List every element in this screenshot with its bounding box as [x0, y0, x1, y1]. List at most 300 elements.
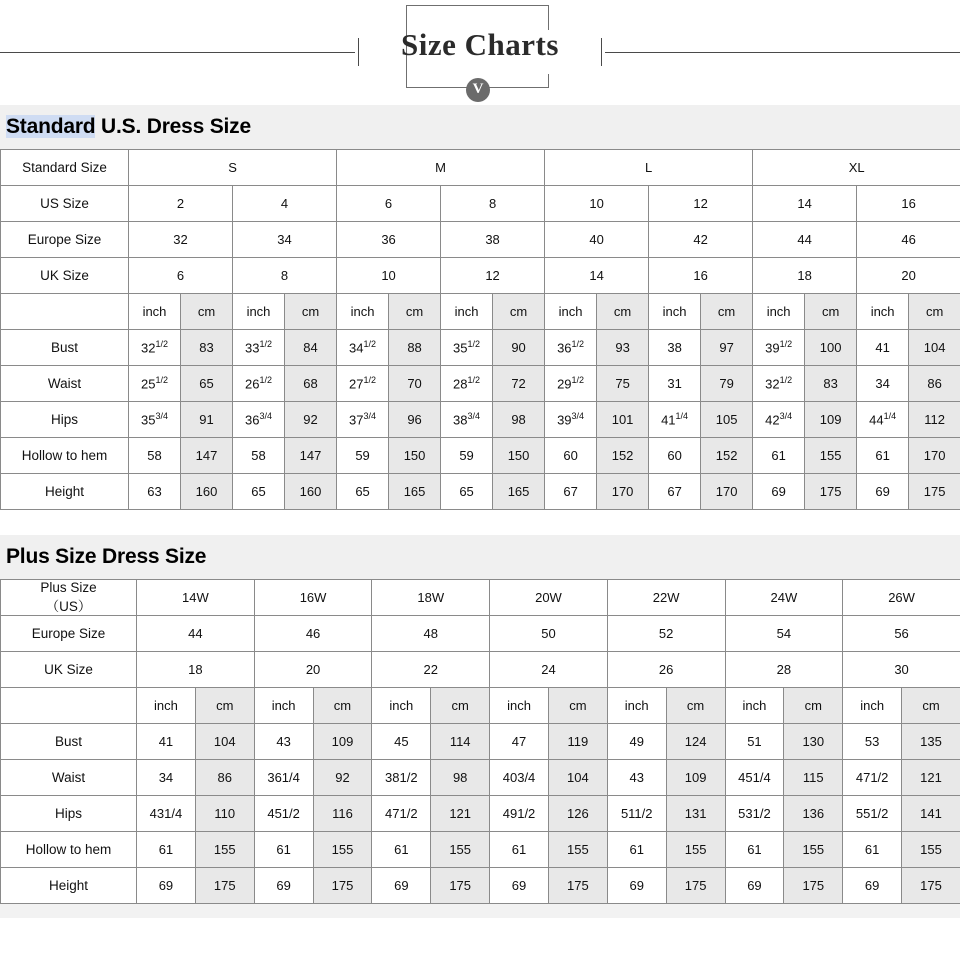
row-label-hips: Hips — [1, 402, 129, 438]
row-label-hollow-to-hem: Hollow to hem — [1, 832, 137, 868]
measurement-inch: 69 — [725, 868, 784, 904]
row-label-plus-size-line2: （US） — [45, 599, 92, 614]
unit-cm: cm — [195, 688, 254, 724]
measurement-inch: 451/2 — [254, 796, 313, 832]
table-cell: 14W — [137, 580, 255, 616]
table-cell: 16 — [857, 186, 960, 222]
unit-inch: inch — [337, 294, 389, 330]
measurement-inch: 511/2 — [607, 796, 666, 832]
table-cell: 54 — [725, 616, 843, 652]
measurement-cm: 93 — [597, 330, 649, 366]
measurement-cm: 155 — [195, 832, 254, 868]
page-title: Size Charts — [401, 27, 559, 62]
unit-inch: inch — [857, 294, 909, 330]
unit-cm: cm — [909, 294, 960, 330]
measurement-inch: $33^{1/2}$ — [233, 330, 285, 366]
table-cell: 24W — [725, 580, 843, 616]
table-cell: 18 — [137, 652, 255, 688]
measurement-cm: 110 — [195, 796, 254, 832]
unit-cm: cm — [389, 294, 441, 330]
fraction: 1/4 — [675, 410, 689, 421]
measurement-cm: 155 — [666, 832, 725, 868]
fraction: 1/2 — [155, 374, 168, 385]
measurement-inch: 38 — [649, 330, 701, 366]
row-label-bust: Bust — [1, 330, 129, 366]
measurement-cm: 97 — [701, 330, 753, 366]
unit-cm: cm — [431, 688, 490, 724]
measurement-cm: 105 — [701, 402, 753, 438]
row-label-height: Height — [1, 474, 129, 510]
unit-cm: cm — [902, 688, 960, 724]
row-label-hips: Hips — [1, 796, 137, 832]
measurement-inch: $35^{3/4}$ — [129, 402, 181, 438]
table-cell: 20W — [490, 580, 608, 616]
measurement-cm: 130 — [784, 724, 843, 760]
measurement-inch: 58 — [129, 438, 181, 474]
table-row-uk-size — [1, 652, 960, 688]
measurement-cm: 175 — [805, 474, 857, 510]
table-row-bust — [1, 724, 960, 760]
measurement-cm: 126 — [548, 796, 607, 832]
measurement-cm: 109 — [313, 724, 372, 760]
unit-inch: inch — [725, 688, 784, 724]
measurement-inch: 69 — [137, 868, 196, 904]
measurement-inch: $38^{3/4}$ — [441, 402, 493, 438]
chevron-down-badge-icon: V — [466, 78, 490, 102]
measurement-cm: 84 — [285, 330, 337, 366]
table-cell: 56 — [843, 616, 960, 652]
measurement-inch: 47 — [490, 724, 549, 760]
measurement-inch: 61 — [843, 832, 902, 868]
unit-inch: inch — [843, 688, 902, 724]
measurement-inch: $36^{3/4}$ — [233, 402, 285, 438]
unit-cm: cm — [493, 294, 545, 330]
unit-inch: inch — [233, 294, 285, 330]
fraction: 1/2 — [571, 338, 585, 349]
table-cell: 44 — [137, 616, 255, 652]
measurement-inch: 471/2 — [372, 796, 431, 832]
measurement-inch: 61 — [372, 832, 431, 868]
measurement-inch: 61 — [725, 832, 784, 868]
table-cell: 46 — [857, 222, 960, 258]
unit-cm: cm — [548, 688, 607, 724]
fraction: 3/4 — [155, 410, 168, 421]
page-header — [0, 0, 960, 105]
measurement-cm: 72 — [493, 366, 545, 402]
size-group-xl: XL — [753, 150, 960, 186]
measurement-cm: 147 — [181, 438, 233, 474]
measurement-inch: $25^{1/2}$ — [129, 366, 181, 402]
table-cell: 42 — [649, 222, 753, 258]
measurement-cm: 65 — [181, 366, 233, 402]
measurement-inch: 41 — [137, 724, 196, 760]
measurement-inch: 58 — [233, 438, 285, 474]
table-cell: 20 — [254, 652, 372, 688]
measurement-cm: 109 — [805, 402, 857, 438]
fraction: 1/4 — [883, 410, 897, 421]
measurement-inch: 61 — [607, 832, 666, 868]
measurement-cm: 150 — [389, 438, 441, 474]
measurement-cm: 101 — [597, 402, 649, 438]
measurement-inch: 43 — [607, 760, 666, 796]
measurement-inch: 61 — [254, 832, 313, 868]
measurement-cm: 175 — [902, 868, 960, 904]
unit-cm: cm — [285, 294, 337, 330]
measurement-inch: $44^{1/4}$ — [857, 402, 909, 438]
fraction: 3/4 — [259, 410, 272, 421]
table-row-bust — [1, 330, 960, 366]
unit-inch: inch — [441, 294, 493, 330]
measurement-inch: 381/2 — [372, 760, 431, 796]
table-cell: 14 — [545, 258, 649, 294]
measurement-cm: 150 — [493, 438, 545, 474]
table-cell: 6 — [337, 186, 441, 222]
fraction: 3/4 — [779, 410, 793, 421]
measurement-cm: 88 — [389, 330, 441, 366]
measurement-cm: 155 — [805, 438, 857, 474]
table-cell: 20 — [857, 258, 960, 294]
table-cell: 24 — [490, 652, 608, 688]
row-label-units-blank — [1, 688, 137, 724]
row-label-plus-size — [1, 580, 137, 616]
fraction: 1/2 — [155, 338, 168, 349]
plus-size-table — [0, 579, 960, 904]
measurement-inch: 69 — [857, 474, 909, 510]
table-cell: 44 — [753, 222, 857, 258]
measurement-cm: 121 — [431, 796, 490, 832]
measurement-cm: 114 — [431, 724, 490, 760]
measurement-inch: 361/4 — [254, 760, 313, 796]
table-cell: 16W — [254, 580, 372, 616]
measurement-inch: 60 — [545, 438, 597, 474]
fraction: 1/2 — [363, 374, 377, 385]
measurement-inch: 43 — [254, 724, 313, 760]
measurement-inch: 65 — [337, 474, 389, 510]
measurement-cm: 152 — [701, 438, 753, 474]
measurement-inch: $36^{1/2}$ — [545, 330, 597, 366]
measurement-inch: 31 — [649, 366, 701, 402]
fraction: 1/2 — [779, 374, 793, 385]
measurement-inch: $39^{1/2}$ — [753, 330, 805, 366]
measurement-cm: 165 — [493, 474, 545, 510]
measurement-cm: 75 — [597, 366, 649, 402]
measurement-inch: $28^{1/2}$ — [441, 366, 493, 402]
table-cell: 16 — [649, 258, 753, 294]
table-cell: 22W — [607, 580, 725, 616]
table-cell: 26 — [607, 652, 725, 688]
fraction: 3/4 — [571, 410, 585, 421]
unit-inch: inch — [490, 688, 549, 724]
measurement-cm: 155 — [313, 832, 372, 868]
table-cell: 10 — [337, 258, 441, 294]
measurement-inch: 67 — [649, 474, 701, 510]
measurement-inch: 69 — [753, 474, 805, 510]
standard-section-header — [0, 105, 960, 149]
measurement-cm: 124 — [666, 724, 725, 760]
unit-cm: cm — [784, 688, 843, 724]
measurement-cm: 175 — [909, 474, 960, 510]
measurement-cm: 121 — [902, 760, 960, 796]
table-cell: 50 — [490, 616, 608, 652]
unit-cm: cm — [805, 294, 857, 330]
fraction: 1/2 — [259, 374, 272, 385]
measurement-inch: 69 — [843, 868, 902, 904]
table-cell: 2 — [129, 186, 233, 222]
row-label-uk-size: UK Size — [1, 652, 137, 688]
row-label-units-blank — [1, 294, 129, 330]
measurement-inch: $29^{1/2}$ — [545, 366, 597, 402]
measurement-inch: $34^{1/2}$ — [337, 330, 389, 366]
measurement-cm: 98 — [493, 402, 545, 438]
measurement-cm: 104 — [195, 724, 254, 760]
row-label-waist: Waist — [1, 366, 129, 402]
measurement-inch: 59 — [441, 438, 493, 474]
measurement-inch: 531/2 — [725, 796, 784, 832]
unit-cm: cm — [313, 688, 372, 724]
measurement-cm: 175 — [666, 868, 725, 904]
measurement-cm: 86 — [195, 760, 254, 796]
row-label-uk-size: UK Size — [1, 258, 129, 294]
measurement-inch: 65 — [441, 474, 493, 510]
unit-inch: inch — [607, 688, 666, 724]
measurement-inch: 34 — [137, 760, 196, 796]
measurement-cm: 175 — [313, 868, 372, 904]
unit-inch: inch — [649, 294, 701, 330]
plus-section-header — [0, 535, 960, 579]
table-row-height — [1, 868, 960, 904]
measurement-inch: 403/4 — [490, 760, 549, 796]
measurement-cm: 86 — [909, 366, 960, 402]
measurement-inch: 51 — [725, 724, 784, 760]
unit-inch: inch — [137, 688, 196, 724]
measurement-inch: 49 — [607, 724, 666, 760]
measurement-inch: $26^{1/2}$ — [233, 366, 285, 402]
measurement-inch: 41 — [857, 330, 909, 366]
table-cell: 40 — [545, 222, 649, 258]
table-row-waist — [1, 760, 960, 796]
measurement-cm: 112 — [909, 402, 960, 438]
measurement-inch: 65 — [233, 474, 285, 510]
measurement-cm: 160 — [181, 474, 233, 510]
measurement-inch: $37^{3/4}$ — [337, 402, 389, 438]
measurement-cm: 155 — [902, 832, 960, 868]
unit-inch: inch — [372, 688, 431, 724]
table-row-units — [1, 688, 960, 724]
table-cell: 14 — [753, 186, 857, 222]
measurement-inch: 34 — [857, 366, 909, 402]
measurement-cm: 175 — [548, 868, 607, 904]
standard-section-title — [6, 115, 251, 139]
table-cell: 52 — [607, 616, 725, 652]
measurement-cm: 175 — [195, 868, 254, 904]
measurement-cm: 92 — [313, 760, 372, 796]
measurement-inch: 45 — [372, 724, 431, 760]
measurement-cm: 135 — [902, 724, 960, 760]
measurement-cm: 155 — [431, 832, 490, 868]
measurement-inch: 61 — [490, 832, 549, 868]
measurement-inch: 69 — [607, 868, 666, 904]
table-row-height — [1, 474, 960, 510]
table-cell: 18W — [372, 580, 490, 616]
row-label-plus-size-line1: Plus Size — [40, 580, 97, 595]
fraction: 1/2 — [571, 374, 585, 385]
measurement-inch: 69 — [490, 868, 549, 904]
section-spacer — [0, 510, 960, 535]
table-cell: 10 — [545, 186, 649, 222]
measurement-inch: 451/4 — [725, 760, 784, 796]
row-label-europe-size: Europe Size — [1, 222, 129, 258]
row-label-standard-size: Standard Size — [1, 150, 129, 186]
measurement-cm: 83 — [805, 366, 857, 402]
measurement-inch: $27^{1/2}$ — [337, 366, 389, 402]
table-cell: 22 — [372, 652, 490, 688]
unit-cm: cm — [666, 688, 725, 724]
measurement-inch: 53 — [843, 724, 902, 760]
table-cell: 8 — [233, 258, 337, 294]
measurement-inch: 63 — [129, 474, 181, 510]
table-cell: 32 — [129, 222, 233, 258]
measurement-cm: 79 — [701, 366, 753, 402]
fraction: 1/2 — [259, 338, 272, 349]
measurement-cm: 83 — [181, 330, 233, 366]
measurement-inch: 551/2 — [843, 796, 902, 832]
measurement-inch: 67 — [545, 474, 597, 510]
table-cell: 48 — [372, 616, 490, 652]
table-row-standard-size — [1, 150, 960, 186]
fraction: 3/4 — [363, 410, 377, 421]
measurement-cm: 90 — [493, 330, 545, 366]
row-label-bust: Bust — [1, 724, 137, 760]
size-group-m: M — [337, 150, 545, 186]
measurement-cm: 119 — [548, 724, 607, 760]
measurement-cm: 141 — [902, 796, 960, 832]
standard-title-highlight: Standard — [6, 115, 96, 138]
measurement-cm: 92 — [285, 402, 337, 438]
fraction: 1/2 — [363, 338, 377, 349]
measurement-inch: $42^{3/4}$ — [753, 402, 805, 438]
table-row-units — [1, 294, 960, 330]
table-row-hollow-to-hem — [1, 832, 960, 868]
row-label-hollow-to-hem: Hollow to hem — [1, 438, 129, 474]
measurement-cm: 131 — [666, 796, 725, 832]
measurement-cm: 175 — [784, 868, 843, 904]
size-group-l: L — [545, 150, 753, 186]
table-cell: 18 — [753, 258, 857, 294]
fraction: 1/2 — [467, 338, 481, 349]
measurement-cm: 104 — [909, 330, 960, 366]
measurement-cm: 68 — [285, 366, 337, 402]
table-row-waist — [1, 366, 960, 402]
standard-size-table — [0, 149, 960, 510]
size-group-s: S — [129, 150, 337, 186]
unit-inch: inch — [129, 294, 181, 330]
measurement-inch: $32^{1/2}$ — [129, 330, 181, 366]
table-row-europe-size — [1, 616, 960, 652]
table-cell: 28 — [725, 652, 843, 688]
measurement-cm: 155 — [548, 832, 607, 868]
measurement-inch: $39^{3/4}$ — [545, 402, 597, 438]
table-cell: 36 — [337, 222, 441, 258]
row-label-europe-size: Europe Size — [1, 616, 137, 652]
measurement-cm: 147 — [285, 438, 337, 474]
table-row-europe-size — [1, 222, 960, 258]
unit-inch: inch — [753, 294, 805, 330]
row-label-us-size: US Size — [1, 186, 129, 222]
table-cell: 4 — [233, 186, 337, 222]
measurement-inch: 491/2 — [490, 796, 549, 832]
fraction: 1/2 — [779, 338, 793, 349]
measurement-inch: 60 — [649, 438, 701, 474]
measurement-cm: 100 — [805, 330, 857, 366]
measurement-inch: 471/2 — [843, 760, 902, 796]
unit-cm: cm — [597, 294, 649, 330]
measurement-cm: 70 — [389, 366, 441, 402]
table-row-hips — [1, 402, 960, 438]
measurement-cm: 136 — [784, 796, 843, 832]
table-row-us-size — [1, 186, 960, 222]
table-cell: 12 — [441, 258, 545, 294]
measurement-inch: 431/4 — [137, 796, 196, 832]
table-cell: 12 — [649, 186, 753, 222]
fraction: 1/2 — [467, 374, 481, 385]
row-label-waist: Waist — [1, 760, 137, 796]
measurement-inch: 69 — [372, 868, 431, 904]
measurement-cm: 152 — [597, 438, 649, 474]
fraction: 3/4 — [467, 410, 481, 421]
standard-title-rest: U.S. Dress Size — [95, 115, 251, 138]
table-row-plus-size — [1, 580, 960, 616]
measurement-cm: 96 — [389, 402, 441, 438]
table-row-hollow-to-hem — [1, 438, 960, 474]
unit-cm: cm — [181, 294, 233, 330]
measurement-cm: 91 — [181, 402, 233, 438]
measurement-cm: 115 — [784, 760, 843, 796]
measurement-inch: $41^{1/4}$ — [649, 402, 701, 438]
measurement-inch: 61 — [753, 438, 805, 474]
measurement-cm: 165 — [389, 474, 441, 510]
measurement-inch: 59 — [337, 438, 389, 474]
measurement-inch: 61 — [857, 438, 909, 474]
measurement-cm: 175 — [431, 868, 490, 904]
measurement-cm: 116 — [313, 796, 372, 832]
measurement-cm: 170 — [909, 438, 960, 474]
table-row-uk-size — [1, 258, 960, 294]
measurement-cm: 160 — [285, 474, 337, 510]
bottom-band — [0, 904, 960, 918]
unit-cm: cm — [701, 294, 753, 330]
row-label-height: Height — [1, 868, 137, 904]
table-cell: 26W — [843, 580, 960, 616]
measurement-cm: 98 — [431, 760, 490, 796]
table-cell: 6 — [129, 258, 233, 294]
plus-section-title: Plus Size Dress Size — [6, 545, 207, 568]
measurement-cm: 170 — [597, 474, 649, 510]
unit-inch: inch — [254, 688, 313, 724]
table-cell: 30 — [843, 652, 960, 688]
measurement-cm: 155 — [784, 832, 843, 868]
unit-inch: inch — [545, 294, 597, 330]
table-cell: 38 — [441, 222, 545, 258]
measurement-inch: $35^{1/2}$ — [441, 330, 493, 366]
table-cell: 34 — [233, 222, 337, 258]
measurement-inch: 69 — [254, 868, 313, 904]
measurement-cm: 104 — [548, 760, 607, 796]
measurement-cm: 170 — [701, 474, 753, 510]
table-cell: 46 — [254, 616, 372, 652]
measurement-inch: $32^{1/2}$ — [753, 366, 805, 402]
table-cell: 8 — [441, 186, 545, 222]
table-row-hips — [1, 796, 960, 832]
